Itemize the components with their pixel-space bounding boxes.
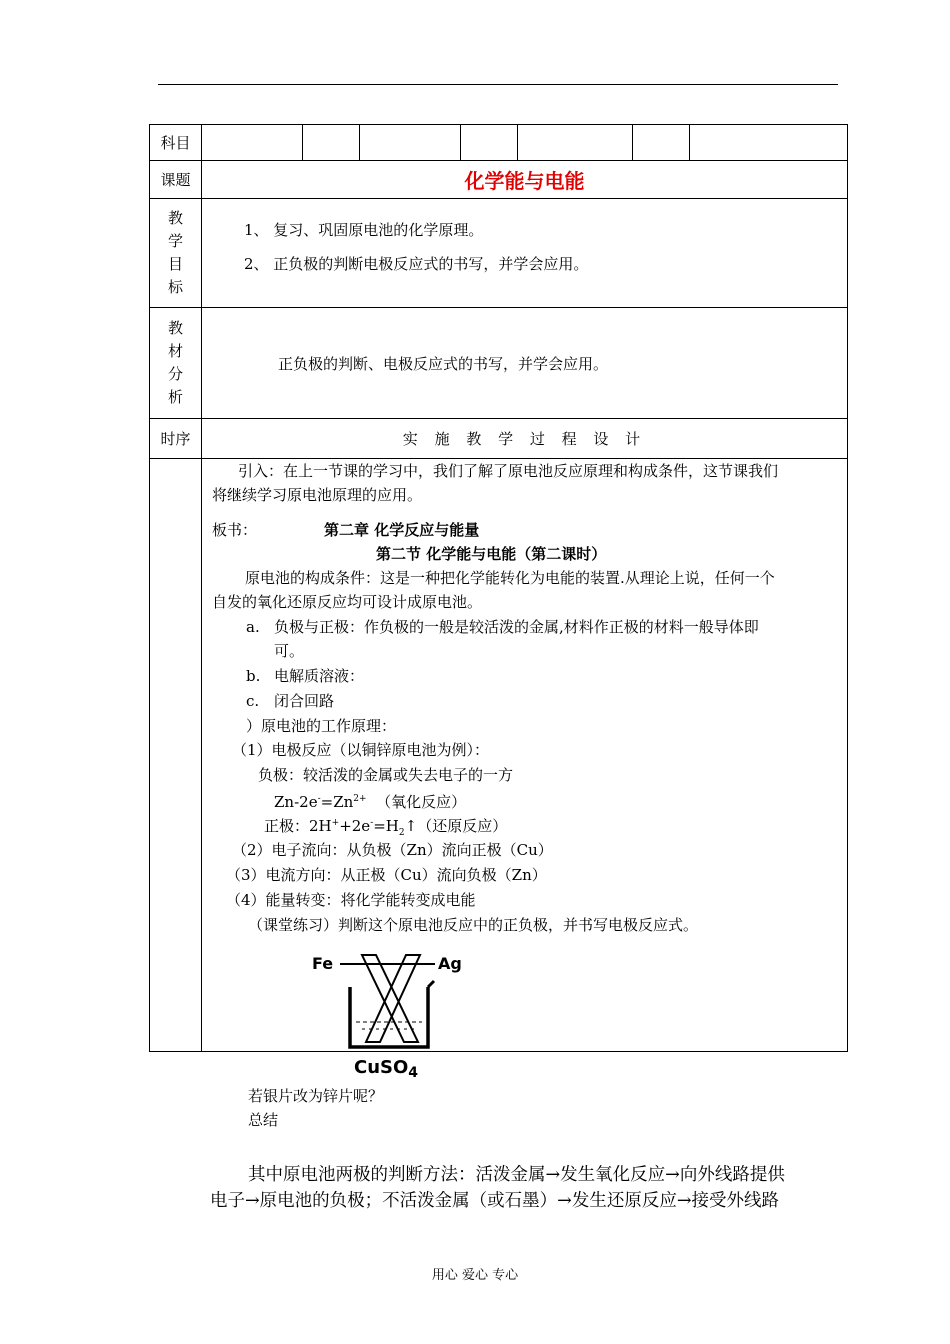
footer-motto: 用心 爱心 专心 (431, 1268, 519, 1283)
goal-item: 2、 正负极的判断电极反应式的书写，并学会应用。 (244, 255, 589, 273)
list-item: 电解质溶液： (274, 667, 365, 685)
goals-content (202, 199, 848, 308)
intro-line: 引入：在上一节课的学习中，我们了解了原电池反应原理和构成条件，这节课我们 (238, 462, 779, 480)
negative-line: 负极：较活泼的金属或失去电子的一方 (258, 766, 514, 784)
analysis-row (150, 308, 848, 419)
goals-label-char: 目 (167, 255, 183, 273)
subject-cell (303, 125, 360, 161)
list-item: 负极与正极：作负极的一般是较活泼的金属,材料作正极的材料一般导体即 (274, 618, 759, 636)
goals-label (150, 199, 202, 308)
sequence-label: 时序 (150, 419, 202, 459)
point-line: （2）电子流向：从负极（Zn）流向正极（Cu） (232, 841, 553, 859)
definition-line: 原电池的构成条件：这是一种把化学能转化为电能的装置.从理论上说，任何一个 (245, 569, 775, 587)
header-rule (158, 84, 838, 85)
process-heading: 实 施 教 学 过 程 设 计 (202, 419, 848, 459)
subject-cell (461, 125, 518, 161)
analysis-label-char: 分 (167, 365, 183, 383)
fe-label: Fe (312, 954, 334, 973)
section-heading: 第二节 化学能与电能（第二课时） (376, 545, 607, 563)
point-line: （4）能量转变：将化学能转变成电能 (226, 891, 476, 909)
goal-item: 1、 复习、巩固原电池的化学原理。 (244, 221, 484, 239)
sequence-cell (150, 459, 202, 1052)
chapter-heading: 第二章 化学反应与能量 (324, 521, 480, 539)
question-line: 若银片改为锌片呢？ (248, 1087, 384, 1105)
topic-label: 课题 (150, 161, 202, 199)
item-marker: a. (246, 618, 260, 636)
subject-cell (633, 125, 690, 161)
lesson-title: 化学能与电能 (202, 161, 848, 199)
subject-label: 科目 (150, 125, 202, 161)
positive-equation: 正极：$2H^++2e^-=H_2↑$（还原反应） (264, 817, 508, 838)
goals-label-char: 学 (167, 232, 183, 250)
analysis-text: 正负极的判断、电极反应式的书写，并学会应用。 (278, 354, 609, 373)
goals-label-char: 教 (167, 209, 183, 227)
beaker-lip (428, 981, 434, 987)
subject-cell (360, 125, 461, 161)
item-marker: b. (246, 667, 261, 685)
intro-line: 将继续学习原电池原理的应用。 (212, 486, 423, 504)
body-row (150, 459, 848, 1052)
summary-label: 总结 (248, 1111, 279, 1129)
analysis-label (150, 308, 202, 419)
subject-cell (690, 125, 848, 161)
goals-row (150, 199, 848, 308)
point-line: （3）电流方向：从正极（Cu）流向负极（Zn） (226, 866, 547, 884)
board-label: 板书： (212, 521, 258, 539)
principle-line: ）原电池的工作原理： (246, 717, 397, 735)
ag-label: Ag (438, 954, 462, 973)
method-line: 其中原电池两极的判断方法：活泼金属→发生氧化反应→向外线路提供 (248, 1165, 785, 1185)
point-line: （1）电极反应（以铜锌原电池为例）： (232, 741, 490, 759)
topic-row (150, 161, 848, 199)
goals-label-char: 标 (167, 278, 183, 296)
subject-cell (202, 125, 303, 161)
method-line: 电子→原电池的负极；不活泼金属（或石墨）→发生还原反应→接受外线路 (210, 1191, 779, 1211)
galvanic-cell-diagram (310, 947, 470, 1081)
analysis-label-char: 教 (167, 319, 183, 337)
list-item: 闭合回路 (274, 692, 335, 710)
subject-cell (518, 125, 633, 161)
definition-line: 自发的氧化还原反应均可设计成原电池。 (212, 593, 483, 611)
lesson-plan-table (149, 124, 848, 1129)
analysis-content (202, 308, 848, 419)
sequence-row (150, 419, 848, 459)
lesson-body (202, 459, 848, 1129)
exercise-line: （课堂练习）判断这个原电池反应中的正负极，并书写电极反应式。 (248, 916, 699, 934)
subject-row (150, 125, 848, 161)
analysis-label-char: 析 (167, 388, 183, 406)
analysis-label-char: 材 (167, 342, 183, 360)
list-item: 可。 (274, 642, 305, 660)
negative-equation: $Zn-2e^-=Zn^{2+}$ （氧化反应） (274, 793, 467, 811)
solution-label: CuSO$_4$ (354, 1057, 419, 1081)
item-marker: c. (246, 692, 260, 710)
